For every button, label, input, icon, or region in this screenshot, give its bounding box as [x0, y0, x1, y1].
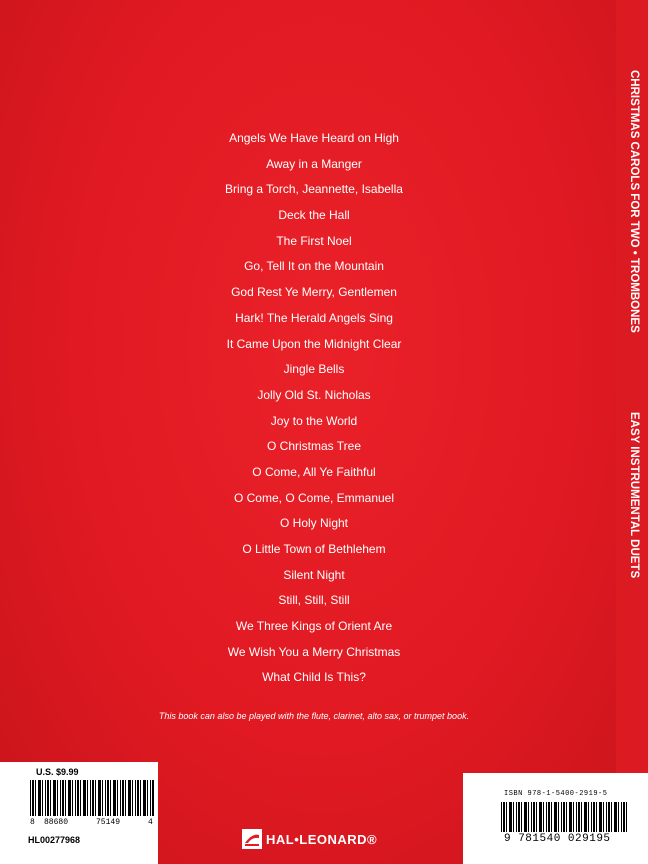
hal-leonard-logo-icon	[242, 829, 262, 849]
upc-digit-right: 4	[148, 818, 153, 827]
song-item: O Christmas Tree	[266, 439, 362, 454]
song-item: O Holy Night	[279, 516, 349, 531]
song-item: What Child Is This?	[262, 670, 366, 685]
song-item: We Wish You a Merry Christmas	[227, 644, 401, 659]
price-label: U.S. $9.99	[36, 767, 79, 777]
song-item: Deck the Hall	[278, 208, 350, 223]
song-item: Away in a Manger	[266, 156, 362, 171]
spine-title: CHRISTMAS CAROLS FOR TWO • TROMBONES	[628, 70, 640, 333]
song-item: Angels We Have Heard on High	[229, 131, 399, 145]
song-item: O Little Town of Bethlehem	[242, 542, 386, 556]
song-item: Hark! The Herald Angels Sing	[235, 310, 393, 325]
song-item: Still, Still, Still	[278, 593, 350, 608]
song-item: Jingle Bells	[283, 362, 345, 377]
isbn-label: ISBN 978-1-5400-2919-5	[504, 790, 608, 798]
upc-digit-left: 8	[30, 818, 35, 827]
isbn-number: 9 781540 029195	[504, 833, 611, 845]
compatibility-note: This book can also be played with the flute, clarinet, alto sax, or trumpet book.	[158, 711, 470, 721]
upc-barcode	[30, 780, 154, 816]
song-item: Silent Night	[283, 567, 345, 582]
publisher-logo	[242, 828, 377, 850]
song-item: Joy to the World	[270, 413, 358, 428]
song-item: Jolly Old St. Nicholas	[257, 387, 371, 402]
song-item: Bring a Torch, Jeannette, Isabella	[225, 182, 403, 197]
song-item: We Three Kings of Orient Are	[235, 619, 393, 634]
upc-digits-group-1: 88680	[44, 818, 69, 827]
song-item: Go, Tell It on the Mountain	[244, 259, 384, 274]
song-item: It Came Upon the Midnight Clear	[226, 336, 402, 351]
song-list	[150, 126, 478, 691]
isbn-barcode	[501, 802, 629, 832]
upc-digits-group-2: 75149	[96, 818, 121, 827]
song-item: O Come, All Ye Faithful	[252, 464, 376, 479]
song-item: O Come, O Come, Emmanuel	[233, 490, 395, 505]
song-item: God Rest Ye Merry, Gentlemen	[231, 285, 397, 300]
song-item: The First Noel	[276, 233, 352, 248]
publisher-name: HAL•LEONARD®	[266, 831, 378, 847]
product-code: HL00277968	[28, 835, 81, 845]
spine-series: EASY INSTRUMENTAL DUETS	[628, 412, 640, 579]
